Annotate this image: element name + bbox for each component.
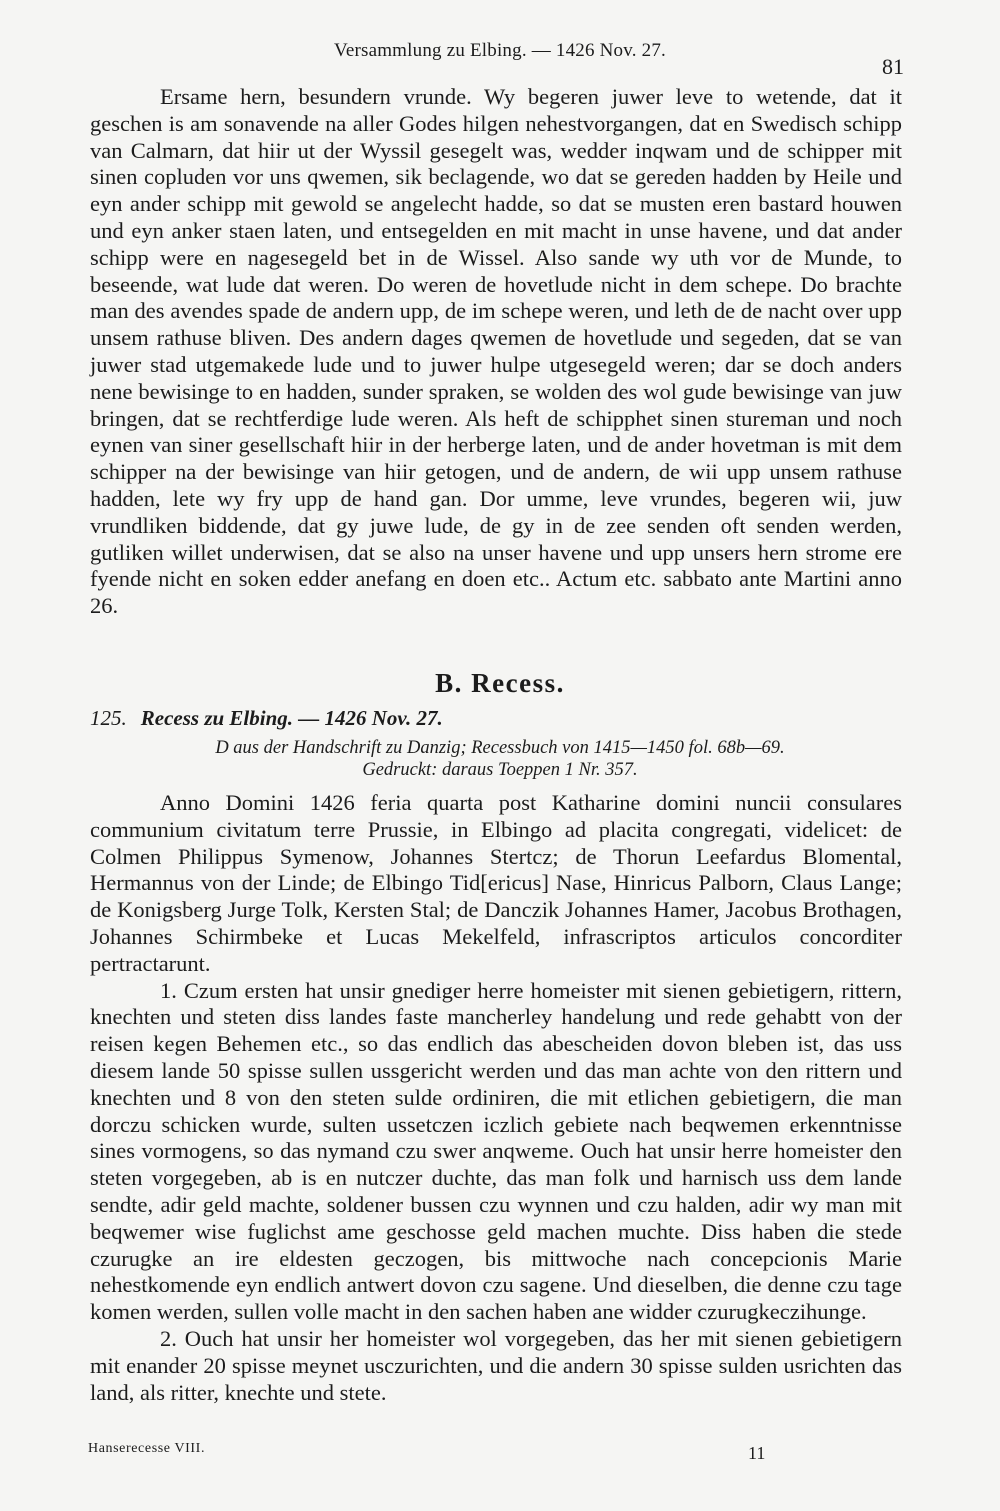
source-note-line-2: Gedruckt: daraus Toeppen 1 Nr. 357. — [362, 760, 638, 780]
entry-title: Recess zu Elbing. — 1426 Nov. 27. — [140, 706, 443, 730]
recess-paragraph-intro: Anno Domini 1426 feria quarta post Katharine domini nuncii consulares communium civitatum terre Prussie, in Elbingo ad placita congregati, videlicet: de Colmen Philippus Symenow, Johannes Stertcz; de Thorun Leefardus Blomental, Hermannus von der Linde; de Elbingo Tid[ericus] Nase, Hinricus Palborn, Claus Lange; de Konigsberg Jurge Tolk, Kersten Stal; de Danczik Johannes Hamer, Jacobus Brothagen, Johannes Schirmbeke et Lucas Mekelfeld, infrascriptos articulos concorditer pertractarunt. — [90, 790, 902, 976]
entry-heading — [90, 706, 443, 731]
recess-paragraph-1: 1. Czum ersten hat unsir gnediger herre homeister mit sienen gebietigern, rittern, knechten und steten diss landes faste mancherley handelung und rede gehabtt von der reisen kegen Behemen etc., so das endlich das abescheiden dovon bleben ist, das uss diesem lande 50 spisse sullen ussgericht werden und das man achte von den rittern und knechten und 8 von den steten sulde ordiniren, die mit etlichen gebietigern, die man dorczu schicken wurde, sulten ussetczen iczlich gebiete nach beqwemen erkenntnisse sines vormogens, so das nymand czu swer anqweme. Ouch hat unsir herre homeister den steten vorgegeben, ab is en nutczer duchte, das man folk und harnisch uss dem lande sendte, adir geld machte, soldener bussen czu wynnen und czu halden, adir wy man mit beqwemer wise fuglichst ame geschosse geld machen muchte. Diss haben die stede czurugke an ire eldesten geczogen, bis mittwoche nach concepcionis Marie nehestkomende eyn endlich antwert dovon czu sagene. Und dieselben, die denne czu tage komen werden, sullen volle macht in den sachen haben ane widder czurugkeczihunge. — [90, 977, 902, 1325]
recess-paragraph-2: 2. Ouch hat unsir her homeister wol vorgegeben, das her mit sienen gebietigern mit enander 20 spisse meynet usczurichten, und die andern 30 spisse sulden usrichten das land, als ritter, knechte und stete. — [90, 1325, 902, 1405]
recess-text-block — [90, 790, 902, 1406]
footer-volume-label: Hanserecesse VIII. — [88, 1441, 206, 1456]
letter-paragraph: Ersame hern, besundern vrunde. Wy begeren juwer leve to wetende, dat it geschen is am sonavende na aller Godes hilgen nehestvorgangen, dat en Swedisch schipp van Calmarn, dat hiir ut der Wyssil gesegelt was, wedder inqwam und de schipper mit sinen copluden vor uns qwemen, sik beclagende, wo dat se gereden hadden by Heile und eyn ander schipp mit gewold se angelecht hadde, so dat se musten eren bastard houwen und eyn anker staen laten, und entsegelden en mit macht in unse havene, und dat ander schipp were en nagesegeld bet in de Wissel. Also sande wy uth vor de Munde, to beseende, wat lude dat weren. Do weren de hovetlude nicht in dem schepe. Do brachte man des avendes spade de andern upp, de im schepe weren, und leth de de nacht over upp unsem rathuse bliven. Des andern dages qwemen de hovetlude und segeden, dat se van juwer stad utgemakede lude und to juwer hulpe utgesegeld weren; dar se doch anders nene bewisinge to en hadden, sunder spraken, se wolden des wol gude bewisinge van juw bringen, dat se rechtferdige lude weren. Als heft de schipphet sinen stureman und noch eynen van siner gesellschaft hiir in der herberge laten, und de ander hovetman is mit dem schipper na der bewisinge van hiir getogen, und de andern, de wii upp unsem rathuse hadden, lete wy fry upp de hand gan. Dor umme, leve vrundes, begeren wii, juw vrundliken biddende, dat gy juwe lude, de gy in de zee senden oft senden werden, gutliken willet underwisen, dat se also na unser havene und upp unsers hern strome ere fyende nicht en soken edder anefang en doen etc.. Actum etc. sabbato ante Martini anno 26. — [90, 84, 902, 619]
signature-mark: 11 — [748, 1443, 766, 1463]
entry-number: 125. — [90, 706, 127, 730]
running-title: Versammlung zu Elbing. — 1426 Nov. 27. — [334, 40, 666, 61]
letter-text-block — [90, 84, 902, 620]
section-heading: B. Recess. — [435, 668, 565, 698]
source-note-line-1: D aus der Handschrift zu Danzig; Recessbuch von 1415—1450 fol. 68b—69. — [215, 738, 785, 758]
page-number: 81 — [882, 54, 904, 79]
